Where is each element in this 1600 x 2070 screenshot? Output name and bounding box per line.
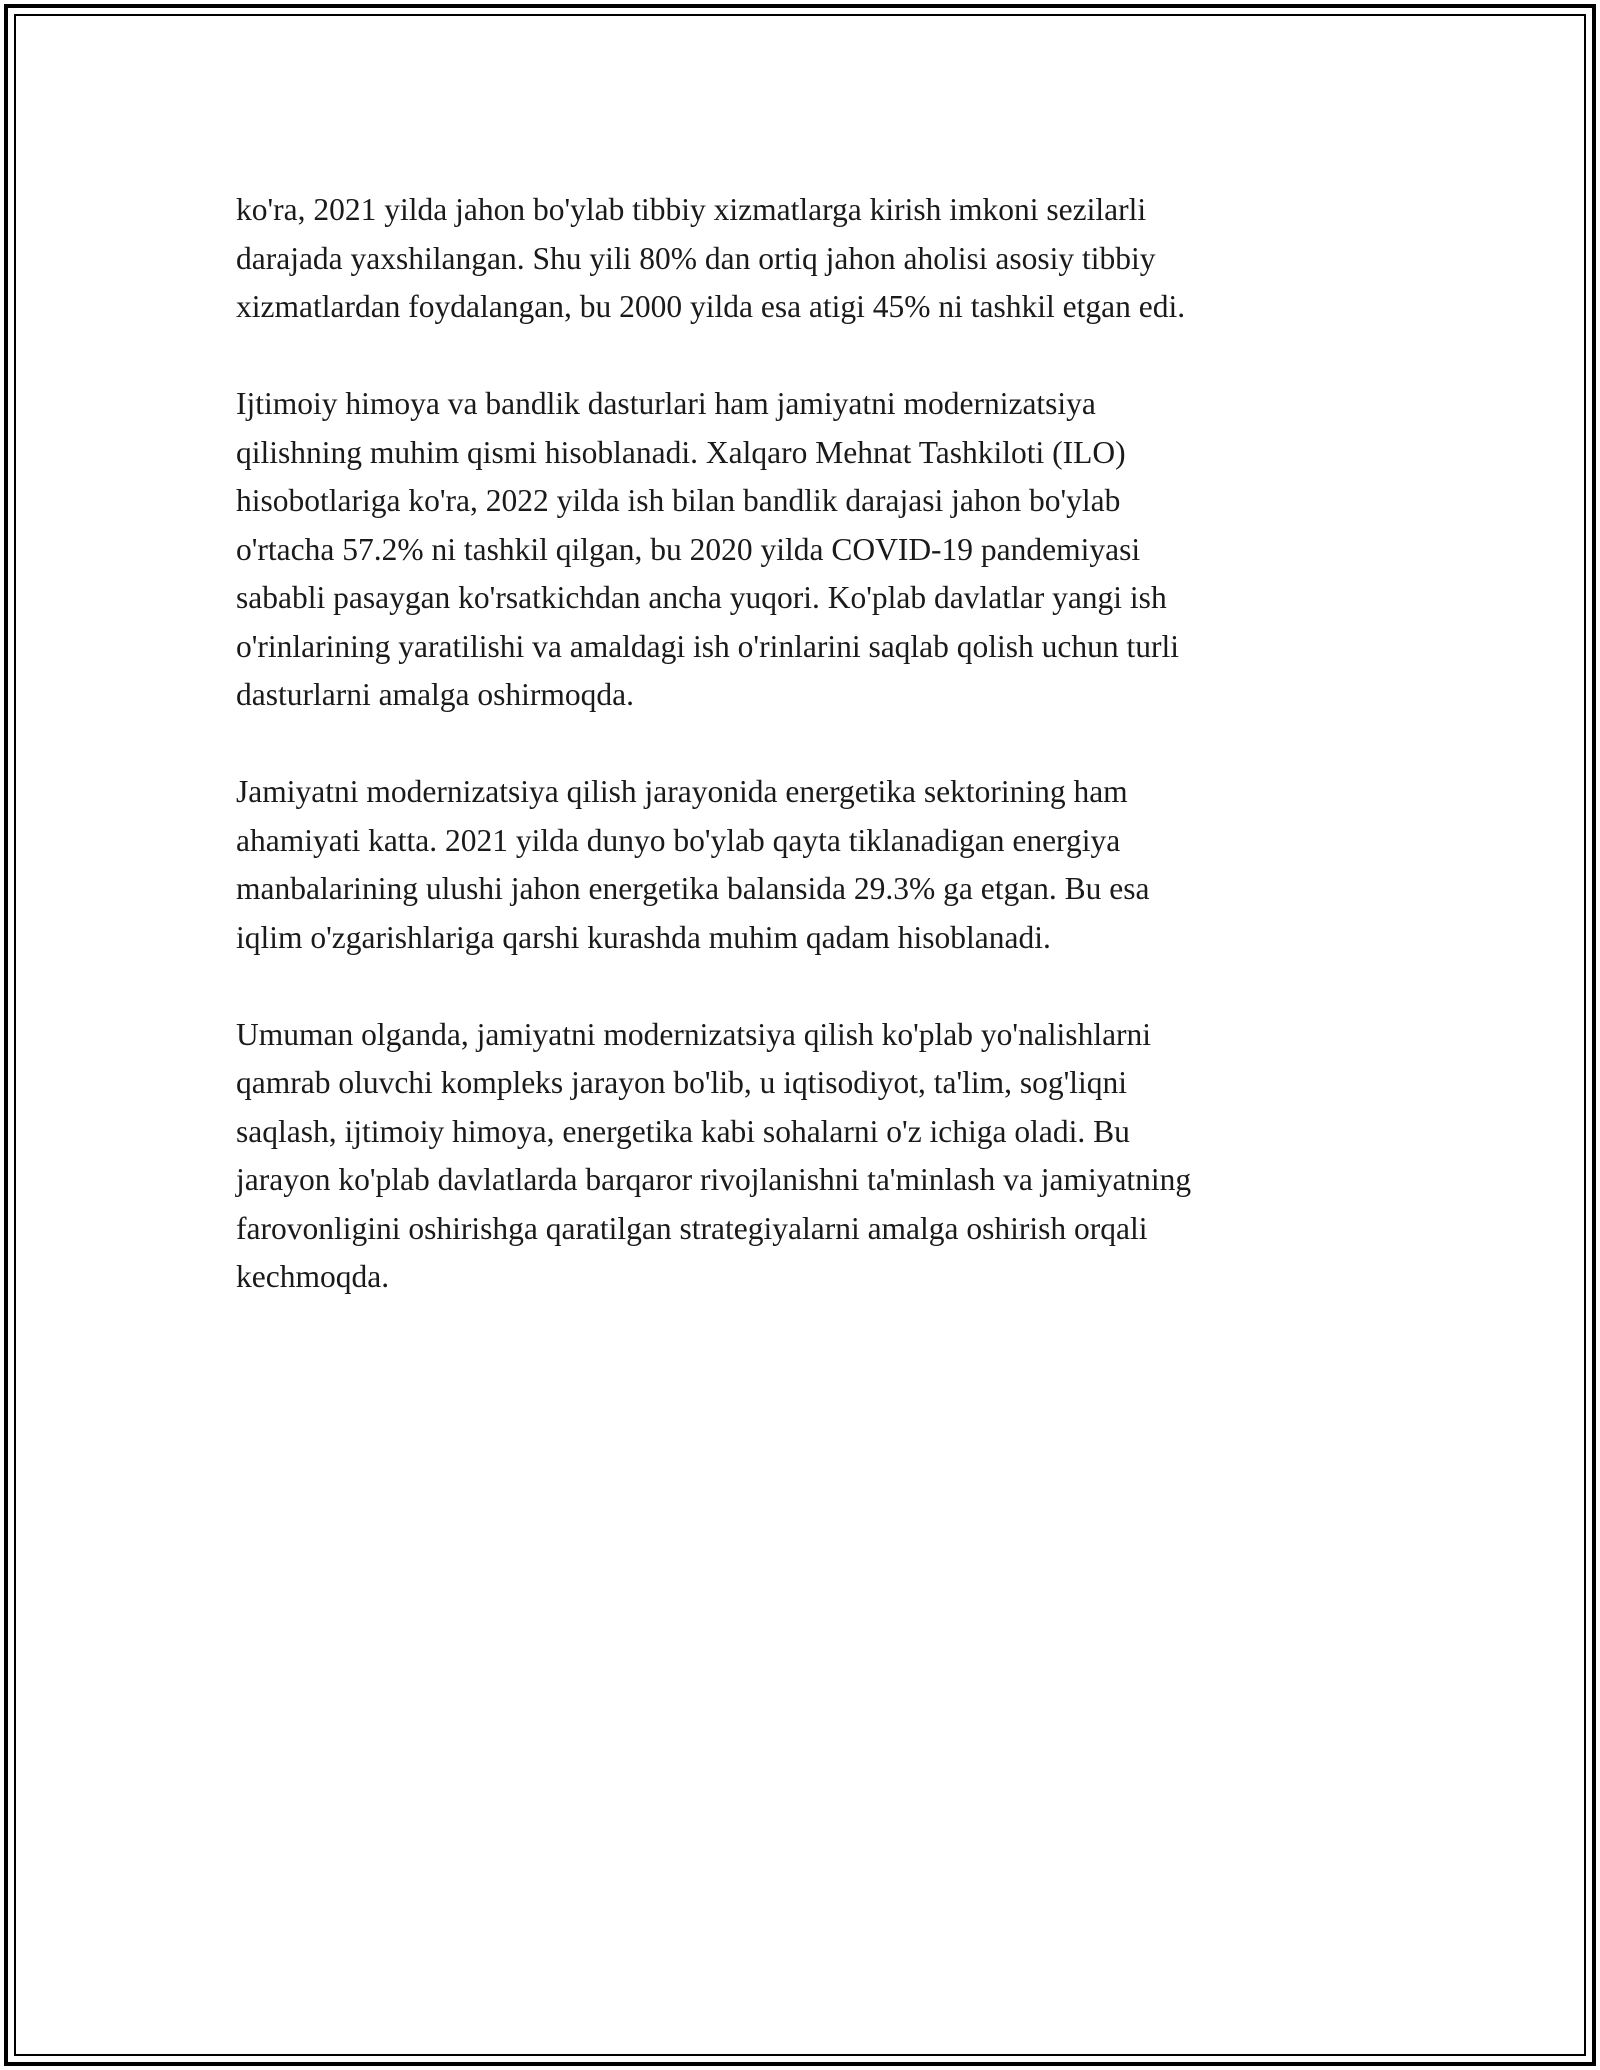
paragraph-energy-sector: Jamiyatni modernizatsiya qilish jarayonida energetika sektorining ham ahamiyati katta. 2021 yilda dunyo bo'ylab qayta tiklanadigan energiya manbalarining ulushi jahon energetika balansida 29.3% ga etgan. Bu esa iqlim o'zgarishlariga qarshi kurashda muhim qadam hisoblanadi.: [236, 774, 1150, 955]
paragraph-social-protection: Ijtimoiy himoya va bandlik dasturlari ham jamiyatni modernizatsiya qilishning muhim qismi hisoblanadi. Xalqaro Mehnat Tashkiloti (ILO) hisobotlariga ko'ra, 2022 yilda ish bilan bandlik darajasi jahon bo'ylab o'rtacha 57.2% ni tashkil qilgan, bu 2020 yilda COVID-19 pandemiyasi sababli pasaygan ko'rsatkichdan ancha yuqori. Ko'plab davlatlar yangi ish o'rinlarining yaratilishi va amaldagi ish o'rinlarini saqlab qolish uchun turli dasturlarni amalga oshirmoqda.: [236, 386, 1180, 712]
document-body: [236, 186, 1356, 1302]
paragraph-conclusion: Umuman olganda, jamiyatni modernizatsiya qilish ko'plab yo'nalishlarni qamrab oluvchi kompleks jarayon bo'lib, u iqtisodiyot, ta'lim, sog'liqni saqlash, ijtimoiy himoya, energetika kabi sohalarni o'z ichiga oladi. Bu jarayon ko'plab davlatlarda barqaror rivojlanishni ta'minlash va jamiyatning farovonligini oshirishga qaratilgan strategiyalarni amalga oshirish orqali kechmoqda.: [236, 1016, 1192, 1294]
paragraph-healthcare-access: ko'ra, 2021 yilda jahon bo'ylab tibbiy xizmatlarga kirish imkoni sezilarli darajada yaxshilangan. Shu yili 80% dan ortiq jahon aholisi asosiy tibbiy xizmatlardan foydalangan, bu 2000 yilda esa atigi 45% ni tashkil etgan edi.: [236, 192, 1186, 324]
